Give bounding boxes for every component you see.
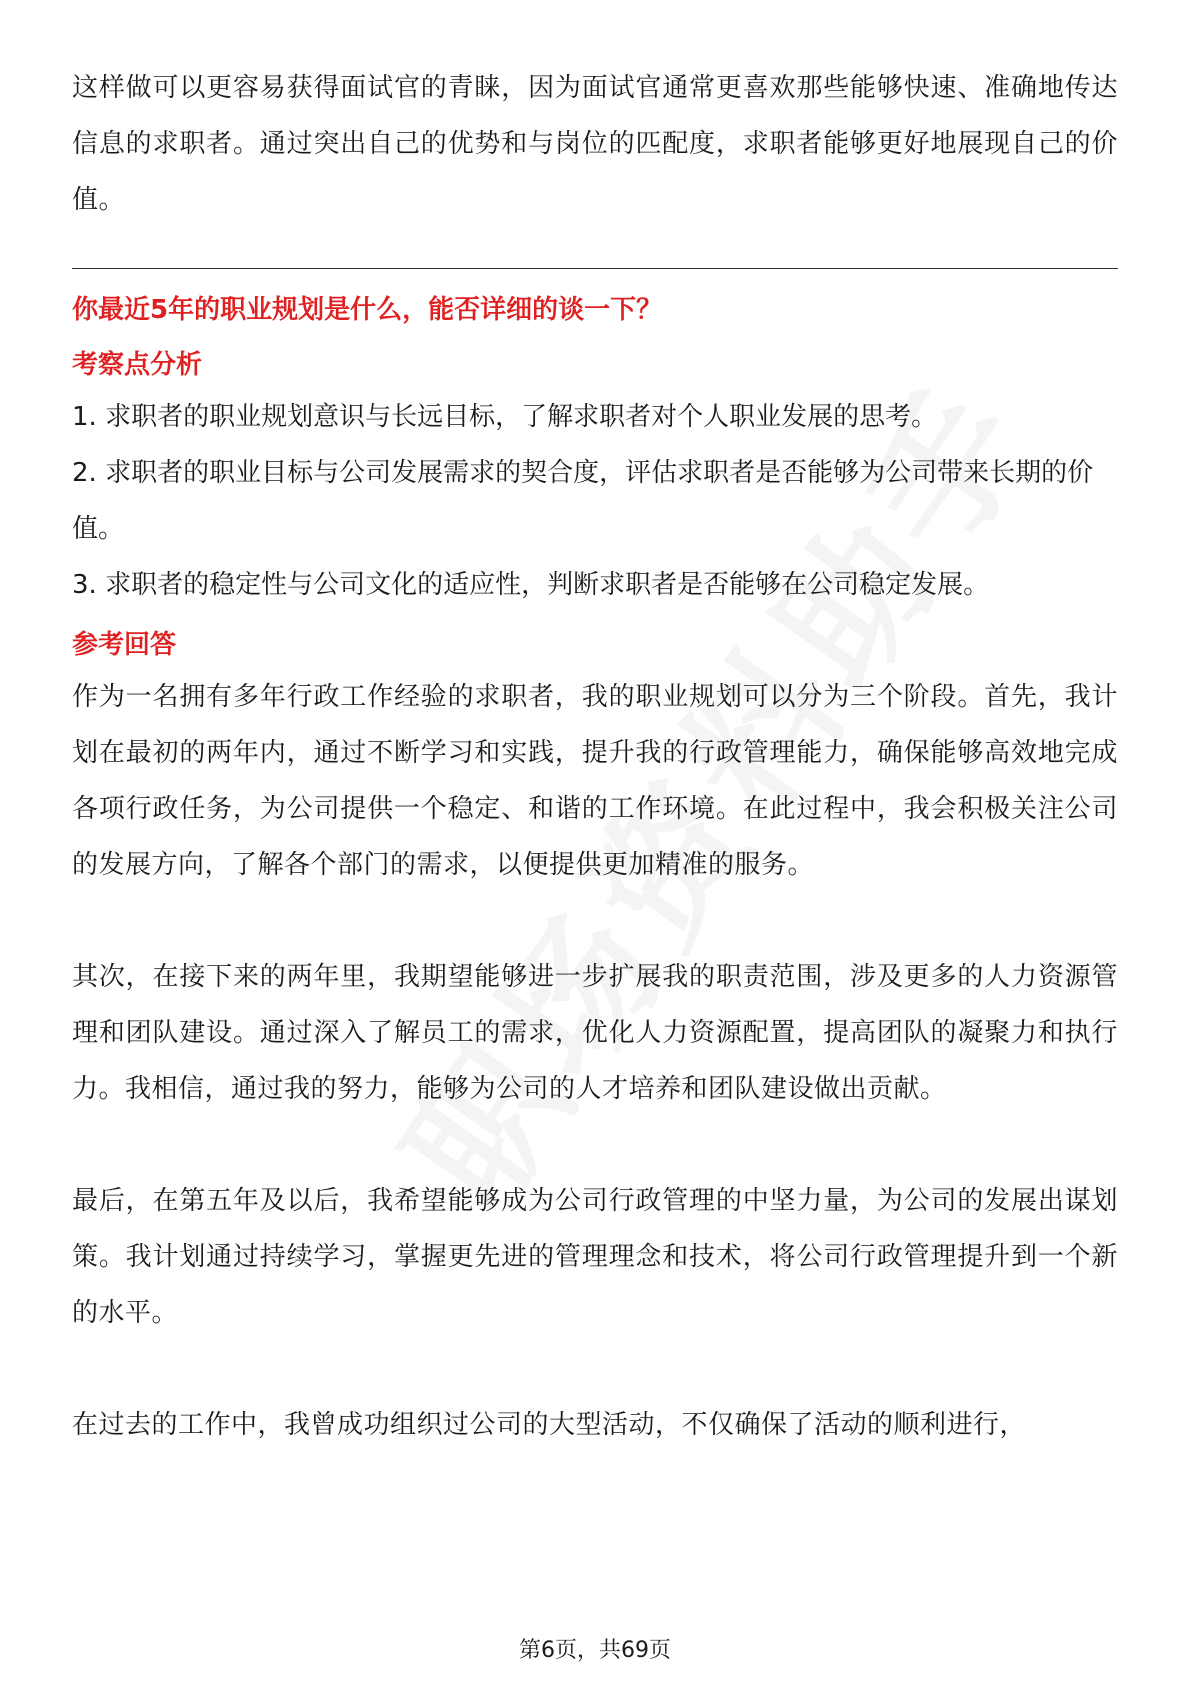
- section-divider: [72, 268, 1118, 269]
- paragraph-gap: [72, 1117, 1118, 1173]
- answer-paragraph-4: 在过去的工作中，我曾成功组织过公司的大型活动，不仅确保了活动的顺利进行，: [72, 1410, 1027, 1440]
- answer-title: 参考回答: [72, 630, 177, 660]
- analysis-item-1: 1. 求职者的职业规划意识与长远目标，了解求职者对个人职业发展的思考。: [72, 402, 938, 432]
- paragraph-gap: [72, 893, 1118, 949]
- page-content: [72, 60, 1118, 1453]
- analysis-item-2: 2. 求职者的职业目标与公司发展需求的契合度，评估求职者是否能够为公司带来长期的价值。: [72, 458, 1094, 544]
- page-number-footer: 第6页，共69页: [519, 1638, 671, 1663]
- answer-paragraph-2: 其次，在接下来的两年里，我期望能够进一步扩展我的职责范围，涉及更多的人力资源管理和团队建设。通过深入了解员工的需求，优化人力资源配置，提高团队的凝聚力和执行力。我相信，通过我的努力，能够为公司的人才培养和团队建设做出贡献。: [72, 962, 1118, 1104]
- answer-paragraph-1: 作为一名拥有多年行政工作经验的求职者，我的职业规划可以分为三个阶段。首先，我计划在最初的两年内，通过不断学习和实践，提升我的行政管理能力，确保能够高效地完成各项行政任务，为公司提供一个稳定、和谐的工作环境。在此过程中，我会积极关注公司的发展方向，了解各个部门的需求，以便提供更加精准的服务。: [72, 682, 1118, 880]
- question-heading: 你最近5年的职业规划是什么，能否详细的谈一下？: [72, 295, 663, 325]
- analysis-title: 考察点分析: [72, 350, 203, 380]
- analysis-item-3: 3. 求职者的稳定性与公司文化的适应性，判断求职者是否能够在公司稳定发展。: [72, 570, 990, 600]
- paragraph-gap: [72, 1341, 1118, 1397]
- intro-paragraph: 这样做可以更容易获得面试官的青睐，因为面试官通常更喜欢那些能够快速、准确地传达信息的求职者。通过突出自己的优势和与岗位的匹配度，求职者能够更好地展现自己的价值。: [72, 73, 1118, 215]
- answer-paragraph-3: 最后，在第五年及以后，我希望能够成为公司行政管理的中坚力量，为公司的发展出谋划策。我计划通过持续学习，掌握更先进的管理理念和技术，将公司行政管理提升到一个新的水平。: [72, 1186, 1118, 1328]
